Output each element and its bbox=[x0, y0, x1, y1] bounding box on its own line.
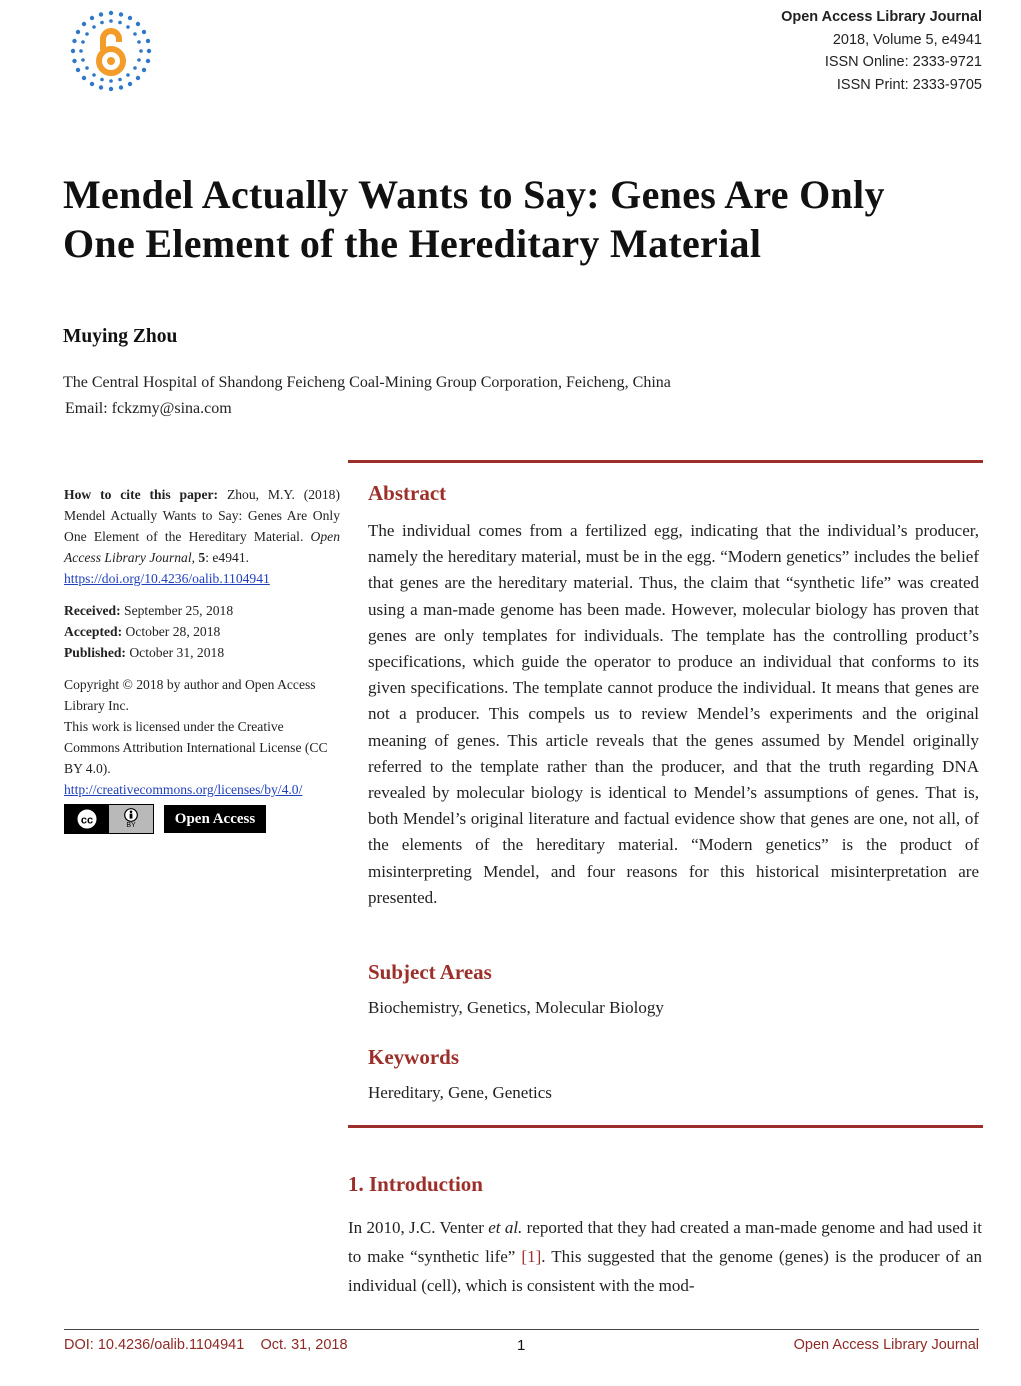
received-date: September 25, 2018 bbox=[120, 603, 234, 618]
page-number: 1 bbox=[517, 1337, 526, 1354]
abstract-top-rule bbox=[348, 460, 983, 463]
footer-doi-date bbox=[64, 1337, 348, 1353]
paper-title bbox=[63, 170, 963, 268]
citation bbox=[64, 484, 340, 568]
by-icon bbox=[109, 805, 153, 833]
published-label: Published: bbox=[64, 645, 126, 660]
author-email: Email: fckzmy@sina.com bbox=[65, 400, 232, 417]
footer-rule bbox=[64, 1329, 979, 1330]
svg-text:cc: cc bbox=[80, 814, 94, 827]
accepted-label: Accepted: bbox=[64, 624, 123, 639]
by-label: BY bbox=[126, 822, 136, 829]
keywords-body: Hereditary, Gene, Genetics bbox=[368, 1083, 552, 1102]
abstract-body: The individual comes from a fertilized egg, indicating that the individual’s producer, namely the hereditary material, must be in the egg. “Modern genetics” includes the belief that genes are the hereditary material. Thus, the claim that “synthetic life” was created using a man-made genome has been made. However, molecular biology has proven that genes are only templates for individuals. The template has the controlling product’s specifications, which guide the operator to produce an individual that conforms to its given specifications. The template cannot produce the individual. It means that genes are not a producer. This compels us to review Mendel’s experiments and the original meaning of genes. This article reveals that the genes assumed by Mendel originally referred to the template rather than the producer, and that the truth regarding DNA revealed by molecular biology is identical to Mendel’s assumptions of genes. That is, both Mendel’s original literature and factual evidence show that genes are one, not all, of the elements of the hereditary material. “Modern genetics” is the product of misinterpreting Mendel, and four reasons for this historical misinterpretation are presented. bbox=[368, 521, 979, 907]
received-label: Received: bbox=[64, 603, 121, 618]
intro-etal: et al. bbox=[488, 1218, 523, 1237]
cite-text-a: Zhou, M.Y. (2018) Mendel Actually Wants to Say: Genes Are Only One Element of the Hereditary Material. bbox=[64, 487, 340, 544]
open-access-lock-icon bbox=[70, 10, 152, 92]
license-badges bbox=[64, 804, 340, 834]
license-link[interactable]: http://creativecommons.org/licenses/by/4.0/ bbox=[64, 782, 303, 797]
introduction-body bbox=[348, 1213, 982, 1300]
published-date: October 31, 2018 bbox=[125, 645, 225, 660]
keywords-heading: Keywords bbox=[368, 1045, 459, 1069]
received-line bbox=[64, 600, 340, 621]
subject-areas-body: Biochemistry, Genetics, Molecular Biology bbox=[368, 998, 664, 1017]
issn-print: ISSN Print: 2333-9705 bbox=[836, 76, 982, 93]
title-line-1: Mendel Actually Wants to Say: Genes Are Only bbox=[63, 172, 885, 217]
subject-areas-heading: Subject Areas bbox=[368, 960, 492, 984]
journal-info bbox=[781, 6, 982, 96]
footer-date: Oct. 31, 2018 bbox=[260, 1337, 348, 1353]
affiliation: The Central Hospital of Shandong Feicheng Coal-Mining Group Corporation, Feicheng, China bbox=[63, 374, 671, 391]
accepted-line bbox=[64, 621, 340, 642]
journal-name: Open Access Library Journal bbox=[781, 9, 982, 25]
cc-icon bbox=[65, 805, 109, 833]
abstract-bottom-rule bbox=[348, 1125, 983, 1128]
license-text: This work is licensed under the Creative Commons Attribution International License (CC BY 4.0). bbox=[64, 719, 328, 776]
intro-text-b: reported that they had created a man-made genome and had used it to make “synthetic life” bbox=[348, 1218, 983, 1266]
author-name: Muying Zhou bbox=[63, 326, 178, 347]
cite-label: How to cite this paper: bbox=[64, 487, 219, 502]
copyright-text: Copyright © 2018 by author and Open Access Library Inc. bbox=[64, 677, 316, 713]
accepted-date: October 28, 2018 bbox=[122, 624, 221, 639]
volume-line: 2018, Volume 5, e4941 bbox=[832, 31, 982, 48]
cite-sep: , bbox=[191, 550, 199, 565]
doi-link[interactable]: https://doi.org/10.4236/oalib.1104941 bbox=[64, 571, 270, 586]
published-line bbox=[64, 642, 340, 663]
cite-text-b: : e4941. bbox=[205, 550, 250, 565]
introduction-heading: 1. Introduction bbox=[348, 1172, 483, 1196]
intro-text-c: . This suggested that the genome (genes) is the producer of an individual (cell), which is consistent with the mod- bbox=[348, 1247, 982, 1295]
footer-journal: Open Access Library Journal bbox=[793, 1337, 979, 1353]
reference-link[interactable]: [1] bbox=[521, 1247, 542, 1266]
side-info-column bbox=[64, 484, 340, 834]
cite-journal: Open Access Library Journal bbox=[64, 529, 340, 565]
intro-text-a: In 2010, J.C. Venter bbox=[348, 1218, 489, 1237]
footer-doi: DOI: 10.4236/oalib.1104941 bbox=[64, 1337, 245, 1353]
open-access-badge[interactable]: Open Access bbox=[164, 805, 266, 833]
title-line-2: One Element of the Hereditary Material bbox=[63, 221, 762, 266]
cc-by-badge[interactable] bbox=[64, 804, 154, 834]
abstract-heading: Abstract bbox=[368, 481, 447, 505]
cite-volume: 5 bbox=[198, 550, 206, 565]
issn-online: ISSN Online: 2333-9721 bbox=[824, 54, 982, 70]
